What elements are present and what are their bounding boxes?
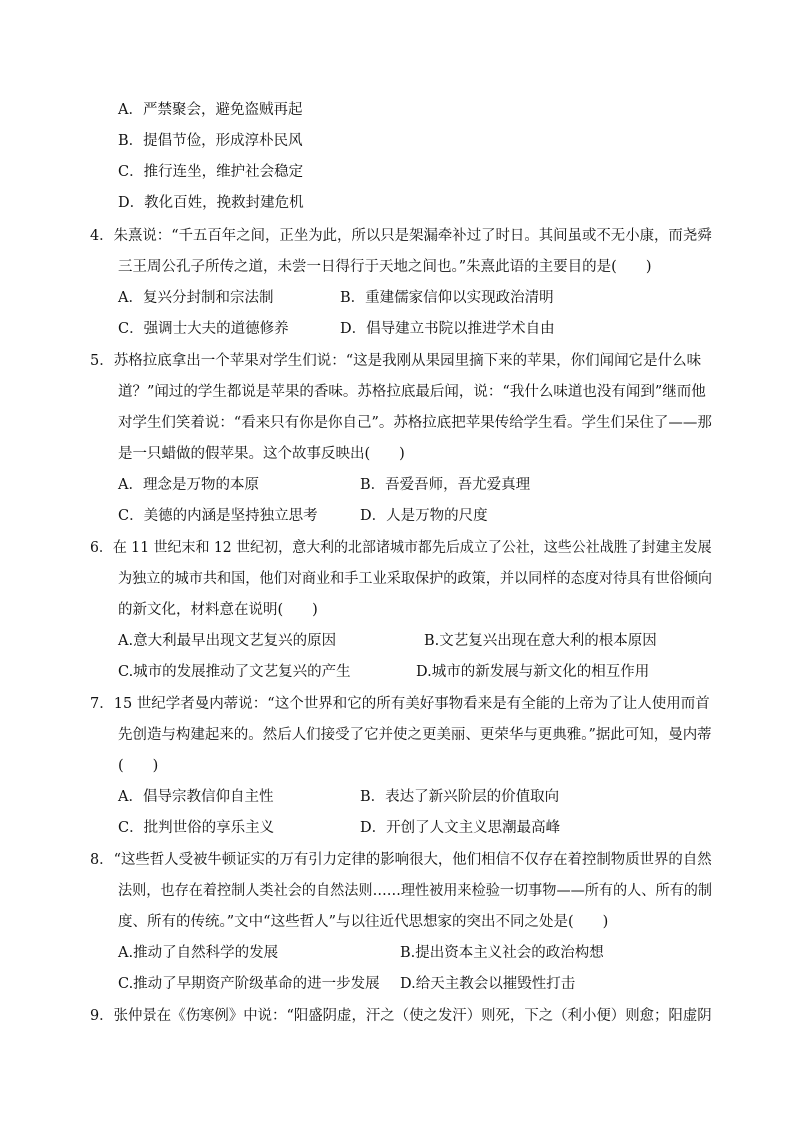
q7-option-b: B．表达了新兴阶层的价值取向 — [360, 789, 560, 805]
q5-stem-line3: 对学生们笑着说：“看来只有你是你自己”。苏格拉底把苹果传给学生看。学生们呆住了——那 — [118, 415, 712, 431]
q8-stem-line1: 8．“这些哲人受被牛顿证实的万有引力定律的影响很大，他们相信不仅存在着控制物质世界的自然 — [90, 852, 712, 868]
q5-option-a: A．理念是万物的本原 — [118, 477, 259, 493]
q8-option-b: B.提出资本主义社会的政治构想 — [400, 945, 604, 961]
q4-option-d: D．倡导建立书院以推进学术自由 — [340, 321, 555, 337]
q3-option-b: B．提倡节俭，形成淳朴民风 — [118, 133, 303, 149]
q3-option-d: D．教化百姓，挽救封建危机 — [118, 195, 304, 211]
q7-stem-line2: 先创造与构建起来的。然后人们接受了它并使之更美丽、更荣华与更典雅。”据此可知，曼内蒂 — [118, 727, 712, 743]
q4-option-a: A．复兴分封制和宗法制 — [118, 290, 274, 306]
q6-stem-line2: 为独立的城市共和国，他们对商业和手工业采取保护的政策，并以同样的态度对待具有世俗倾向 — [118, 571, 713, 587]
q3-option-a: A．严禁聚会，避免盗贼再起 — [118, 102, 303, 118]
q3-option-c: C．推行连坐，维护社会稳定 — [118, 164, 304, 180]
q6-option-d: D.城市的新发展与新文化的相互作用 — [416, 664, 650, 680]
q6-option-a: A.意大利最早出现文艺复兴的原因 — [118, 633, 337, 649]
q8-option-a: A.推动了自然科学的发展 — [118, 945, 279, 961]
q7-option-d: D．开创了人文主义思潮最高峰 — [360, 820, 561, 836]
q6-stem-line1: 6．在 11 世纪末和 12 世纪初，意大利的北部诸城市都先后成立了公社，这些公社战胜了封建主发展 — [90, 540, 712, 556]
q4-option-b: B．重建儒家信仰以实现政治清明 — [340, 290, 554, 306]
q7-stem-line1: 7．15 世纪学者曼内蒂说：“这个世界和它的所有美好事物看来是有全能的上帝为了让人使用而首 — [90, 696, 710, 712]
q7-stem-line3: ( ) — [118, 758, 159, 774]
q4-stem-line1: 4．朱熹说：“千五百年之间，正坐为此，所以只是架漏牵补过了时日。其间虽或不无小康，而尧舜 — [90, 228, 712, 244]
q8-option-c: C.推动了早期资产阶级革命的进一步发展 — [118, 976, 380, 992]
q9-stem-line1: 9．张仲景在《伤寒例》中说：“阳盛阴虚，汗之（使之发汗）则死，下之（利小便）则愈；阳虚阴 — [90, 1008, 712, 1024]
q5-option-d: D．人是万物的尺度 — [360, 508, 488, 524]
q4-stem-line2: 三王周公孔子所传之道，未尝一日得行于天地之间也。”朱熹此语的主要目的是( ) — [118, 259, 652, 275]
q5-stem-line4: 是一只蜡做的假苹果。这个故事反映出( ) — [118, 446, 405, 462]
q5-option-c: C．美德的内涵是坚持独立思考 — [118, 508, 318, 524]
q6-option-b: B.文艺复兴出现在意大利的根本原因 — [424, 633, 657, 649]
q8-option-d: D.给天主教会以摧毁性打击 — [400, 976, 576, 992]
q5-stem-line2: 道？”闻过的学生都说是苹果的香味。苏格拉底最后闻，说：“我什么味道也没有闻到”继而他 — [118, 384, 706, 400]
q8-stem-line3: 度、所有的传统。”文中“这些哲人”与以往近代思想家的突出不同之处是( ) — [118, 914, 609, 930]
q7-option-c: C．批判世俗的享乐主义 — [118, 820, 275, 836]
q6-option-c: C.城市的发展推动了文艺复兴的产生 — [118, 664, 351, 680]
q7-option-a: A．倡导宗教信仰自主性 — [118, 789, 274, 805]
q4-option-c: C．强调士大夫的道德修养 — [118, 321, 289, 337]
q6-stem-line3: 的新文化，材料意在说明( ) — [118, 602, 318, 618]
q5-option-b: B．吾爱吾师，吾尤爱真理 — [360, 477, 531, 493]
q5-stem-line1: 5．苏格拉底拿出一个苹果对学生们说：“这是我刚从果园里摘下来的苹果，你们闻闻它是什么味 — [90, 353, 702, 369]
q8-stem-line2: 法则，也存在着控制人类社会的自然法则……理性被用来检验一切事物——所有的人、所有的制 — [118, 883, 713, 899]
